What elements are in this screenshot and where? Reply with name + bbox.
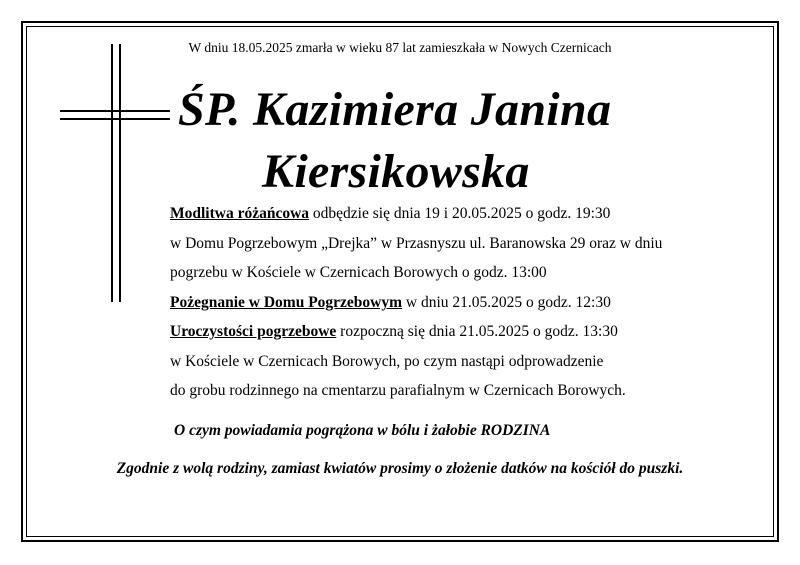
detail-text: odbędzie się dnia 19 i 20.05.2025 o godz. 19:30 <box>309 205 611 222</box>
family-notice: O czym powiadamia pogrążona w bólu i żałobie RODZINA <box>174 422 551 439</box>
detail-lead-funeral: Uroczystości pogrzebowe <box>170 323 337 340</box>
detail-text: w Kościele w Czernicach Borowych, po czym nastąpi odprowadzenie <box>170 353 604 370</box>
detail-line <box>170 264 547 282</box>
detail-line <box>170 382 626 400</box>
detail-text: w dniu 21.05.2025 o godz. 12:30 <box>402 294 611 311</box>
detail-text: pogrzebu w Kościele w Czernicach Borowych o godz. 13:00 <box>170 264 547 281</box>
deceased-name-surname: Kiersikowska <box>262 145 530 198</box>
cross-icon <box>60 44 180 304</box>
detail-lead-rosary: Modlitwa różańcowa <box>170 205 310 222</box>
deceased-name-first: ŚP. Kazimiera Janina <box>178 83 612 136</box>
detail-line-farewell <box>170 294 611 312</box>
detail-text: rozpoczną się dnia 21.05.2025 o godz. 13:30 <box>336 323 618 340</box>
detail-line-funeral <box>170 323 618 341</box>
detail-lead-farewell: Pożegnanie w Domu Pogrzebowym <box>170 294 403 311</box>
detail-line <box>170 353 603 371</box>
detail-text: w Domu Pogrzebowym „Drejka” w Przasnyszu ul. Baranowska 29 oraz w dniu <box>170 235 663 252</box>
detail-text: do grobu rodzinnego na cmentarzu parafialnym w Czernicach Borowych. <box>170 382 626 399</box>
donation-wish-notice: Zgodnie z wolą rodziny, zamiast kwiatów prosimy o złożenie datków na kościół do puszki. <box>116 460 684 477</box>
detail-line <box>170 235 662 253</box>
death-announcement-header: W dniu 18.05.2025 zmarła w wieku 87 lat zamieszkała w Nowych Czernicach <box>188 40 612 55</box>
detail-line-rosary <box>170 205 610 223</box>
